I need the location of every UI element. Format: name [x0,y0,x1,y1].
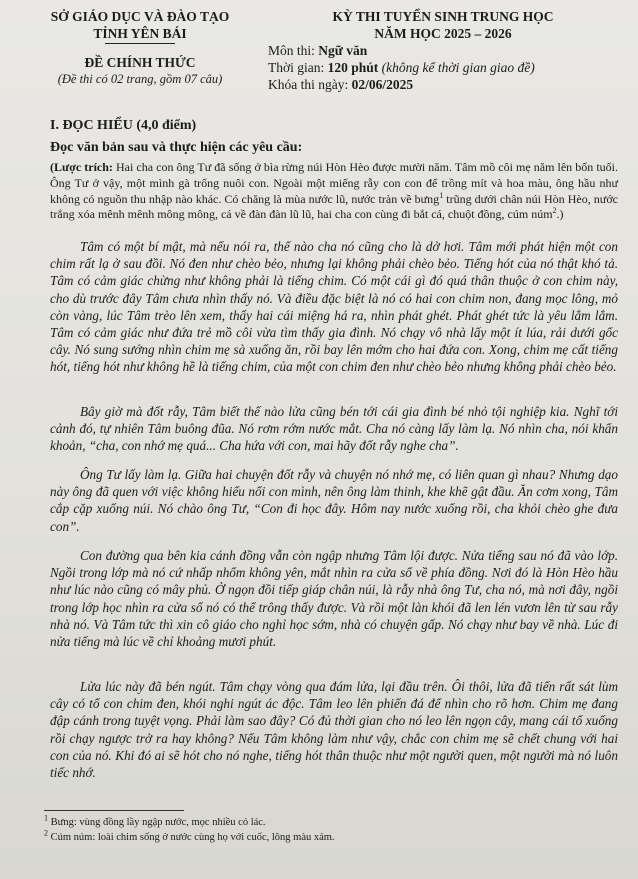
school-year: NĂM HỌC 2025 – 2026 [374,26,512,41]
footnote-ref-2: 2 [552,206,557,216]
paragraph-5-text: Lửa lúc này đã bén ngút. Tâm chạy vòng qua đám lửa, lại đầu trên. Ôi thôi, lửa đã tiến rất sát lùm cây có tổ con chim đen, khói nghi ngút ác độc. Tâm leo lên phiến đá để nhìn cho rõ hơn. Chim mẹ đang đập cánh trong tuyệt vọng. Phải làm sao đây? Có đủ thời gian cho nó leo lên ngọn cây, mang cái tổ xuống rồi chạy ngược trở ra hay không? Nếu Tâm không làm như vậy, chắc con chim mẹ sẽ chết chung với hai con của nó. Khi đó ai sẽ hót cho nó nghe, tiếng hót thân thuộc như một người quen, một người mà nó luôn tiếc nhớ. [50,679,618,781]
paragraph-1-text: Tâm có một bí mật, mà nếu nói ra, thế nào cha nó cũng cho là dở hơi. Tâm mới phát hiện một con chim rất lạ ở sau đồi. Nó đen như chèo bẻo, nhưng lại không phải chèo bẻo. Tiếng hót của nó thật khó tả. Tâm có cảm giác chừng như không phải là tiếng chim. Có một cái gì đó quá thân thuộc ở con chim này, cho dù trước đây Tâm chưa nhìn thấy nó. Và điều đặc biệt là nó có hai con chim non, đang mọc lông, mỏ còn vàng, lúc Tâm trèo lên xem, thấy hai cái miệng há ra, nhìn phát ghét. Phát ghét tức là yêu lắm lắm. Tâm có cảm giác như đứa trẻ mồ côi vừa tìm thấy gia đình. Nó chạy vô nhà lấy một ít lúa, rải dưới gốc cây. Nó sung sướng nhìn chim mẹ sà xuống ăn, rồi bay lên mớm cho hai đứa con. Xong, chim mẹ cất tiếng hót, tiếng hót như không hề là tiếng chim, của một con chim đen như chèo bẻo nhưng không phải chèo bẻo. [50,239,618,375]
header-divider [105,43,175,44]
official-exam-label: ĐỀ CHÍNH THỨC [84,55,196,70]
paragraph-2-text: Bây giờ mà đốt rẫy, Tâm biết thế nào lửa cũng bén tới cái gia đình bé nhỏ tội nghiệp kia. Nghĩ tới cảnh đó, tự nhiên Tâm buông đũa. Nó rơm rớm nước mắt. Cha nó càng lấy làm lạ. Nó nhìn cha, nói khẩn khoản, “cha, con nhớ mẹ quá... Cha hứa với con, mai hãy đốt rẫy nghe cha”. [50,404,618,454]
excerpt-label: (Lược trích: [50,160,113,174]
footnote-1-number: 1 [44,813,48,823]
paragraph-4-text: Con đường qua bên kia cánh đồng vẫn còn ngập nhưng Tâm lội được. Nửa tiếng sau nó đã vào lớp. Ngồi trong lớp mà nó cứ nhấp nhổm không yên, mắt nhìn ra cửa sổ về phía đồng. Nơi đó là Hòn Hèo hầu như lúc nào cũng có mây phủ. Ở ngọn đồi tiếp giáp chân núi, là rẫy nhà ông Tư, cha nó, mà nơi đây, ngồi trong lớp học nhìn ra cửa sổ nó có thể trông thấy được. Và rồi một làn khói đã len lén vươn lên từ sau rẫy nhà nó. Và Tâm tức thì xin cô giáo cho nghỉ học sớm, nhà có chuyện gấp. Nó chạy như bay về nhà. Lúc đi nửa tiếng mà lúc về chỉ khoảng mươi phút. [50,548,618,650]
excerpt-summary [50,160,618,223]
subject-label: Môn thi: [268,43,315,58]
subject-value: Ngữ văn [318,43,368,58]
footnote-divider [44,810,184,811]
exam-title: KỲ THI TUYỂN SINH TRUNG HỌC [332,9,554,24]
excerpt-text-b: trũng dưới chân núi Hòn Hèo, nước trắng xóa mênh mênh mông mông, cá về đàn đàn lũ lũ, hai cha con cùng đi bắt cá, chuột đồng, cúm núm [50,191,618,222]
paragraph-3 [50,466,618,535]
province-name: TỈNH YÊN BÁI [93,26,187,41]
header-left [40,8,240,88]
footnote-1-text: Bưng: vùng đồng lầy ngập nước, mọc nhiều cỏ lác. [48,817,266,828]
time-note: (không kể thời gian giao đề) [381,60,535,75]
footnote-ref-1: 1 [439,190,444,200]
time-value: 120 phút [327,60,379,75]
paragraph-3-text: Ông Tư lấy làm lạ. Giữa hai chuyện đốt rẫy và chuyện nó nhớ mẹ, có liên quan gì nhau? Nhưng dạo này ông đã quen với việc không hiểu nổi con mình, nên ông làm thinh, khe khẽ gật đầu. Ăn cơm xong, Tâm cắp cặp xuống núi. Nó chào ông Tư, “Con đi học đây. Hôm nay nước xuống rồi, cha khỏi chèo ghe đưa con”. [50,467,618,534]
paragraph-4 [50,547,618,650]
section-instruction: Đọc văn bản sau và thực hiện các yêu cầu: [50,140,303,155]
excerpt-text-c: .) [556,207,564,222]
paragraph-5 [50,678,618,781]
time-row [268,59,618,76]
section-title: I. ĐỌC HIỂU (4,0 điểm) [50,118,197,133]
exam-page-note: (Đề thi có 02 trang, gồm 07 câu) [57,72,223,86]
date-label: Khóa thi ngày: [268,77,349,92]
footnote-1 [44,813,266,829]
date-value: 02/06/2025 [351,77,414,92]
footnote-2-text: Cúm núm: loài chim sống ở nước cùng họ với cuốc, lông màu xám. [48,832,335,843]
time-label: Thời gian: [268,60,325,75]
paragraph-2 [50,403,618,455]
footnote-2 [44,828,335,844]
header-right [268,8,618,93]
paragraph-1 [50,238,618,376]
subject-row [268,42,618,59]
excerpt-text-a: Hai cha con ông Tư đã sống ở bìa rừng núi Hòn Hèo được mười năm. Tâm mồ côi mẹ năm lên bốn tuổi. Ông Tư ở vậy, một mình gà trống nuôi con. Ngoài một miếng rẫy con con để trồng mít và hoa màu, ông hầu như không có nguồn thu nhập nào khác. Có chăng là mùa nước lũ, nước tràn về bưng [50,160,618,206]
date-row [268,76,618,93]
department-name: SỞ GIÁO DỤC VÀ ĐÀO TẠO [50,9,230,24]
footnote-2-number: 2 [44,828,48,838]
